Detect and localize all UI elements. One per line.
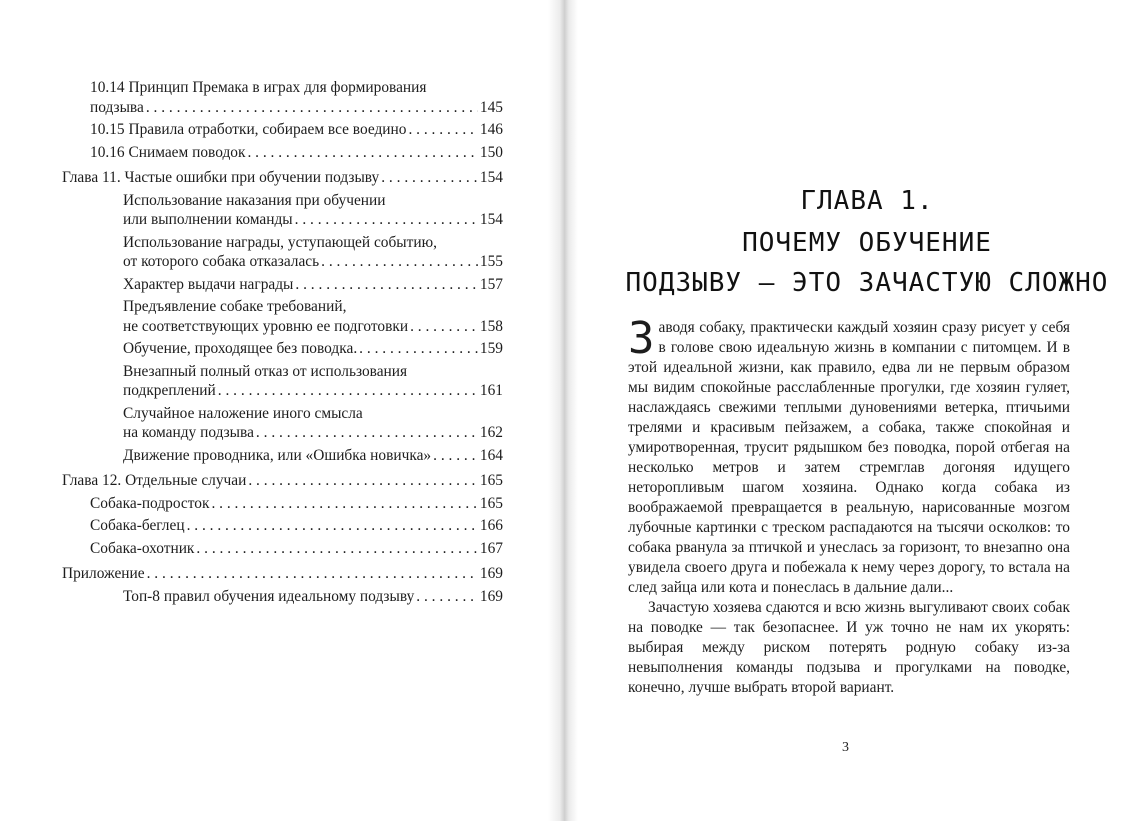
toc-entry-line xyxy=(90,516,503,536)
toc-entry-title: 10.15 Правила отработки, собираем все воедино xyxy=(90,121,407,138)
toc-page-number: 161 xyxy=(479,382,503,399)
toc-leader-dots xyxy=(295,210,478,230)
toc-page-number: 162 xyxy=(479,424,503,441)
toc-entry xyxy=(62,494,503,514)
book-gutter xyxy=(548,0,578,821)
toc-entry-title: Топ-8 правил обучения идеальному подзыву xyxy=(123,587,415,605)
toc-entry-title-line: Использование награды, уступающей событию, xyxy=(123,233,437,251)
toc-entry xyxy=(62,587,503,607)
toc-page-number: 164 xyxy=(479,446,503,464)
toc-entry-line xyxy=(123,587,503,607)
toc-entry-line xyxy=(123,210,503,230)
toc-page-number: 169 xyxy=(479,565,503,582)
paragraph-2: Зачастую хозяева сдаются и всю жизнь выгуливают своих собак на поводке — так безопаснее. И уж точно не нам их укорять: выбирая между риском потерять родную собаку из-за невыполнения команды подзыва и прогулками на поводке, конечно, лучше выбрать второй вариант. xyxy=(628,599,1070,696)
toc-entry-title: от которого собака отказалась xyxy=(123,253,320,270)
toc-leader-dots xyxy=(295,275,478,295)
toc-leader-dots xyxy=(408,120,477,140)
toc-entry-title: 10.16 Снимаем поводок xyxy=(90,143,246,161)
toc-entry xyxy=(62,191,503,230)
chapter-number: ГЛАВА 1. xyxy=(800,186,934,216)
toc-entry-line xyxy=(62,168,503,188)
toc-entry xyxy=(62,143,503,163)
toc-page-number: 166 xyxy=(479,517,503,534)
toc-entry-title-line: Использование наказания при обучении xyxy=(123,191,386,209)
toc-leader-dots xyxy=(321,252,478,272)
toc-leader-dots xyxy=(433,446,478,466)
toc-entry-title: на команду подзыва xyxy=(123,424,254,441)
toc-entry-line xyxy=(123,317,503,337)
toc-page-number: 165 xyxy=(479,494,503,512)
toc-entry xyxy=(62,339,503,359)
toc-entry-title: подзыва xyxy=(90,98,144,116)
toc-page-number: 167 xyxy=(479,539,503,557)
paragraph-1-text: аводя собаку, практически каждый хозяин сразу рисует у себя в голове свою идеальную жизнь в компании с питомцем. И в этой идеальной жизни, как правило, едва ли не первым образом мы видим спокойные расслабленные прогулки, где хозяин гуляет, наслаждаясь свежими теплыми дуновениями ветерка, птичьими трелями и красивым пейзажем, а собака, также спокойная и умиротворенная, трусит рядышком без поводка, порой отбегая на несколько метров и затем стремглав догоняя идущего неторопливым шагом хозяина. Однако когда собака из воображаемой превращается в реальную, нарисованные мозгом лубочные картинки с треском распадаются на тысячи осколков: то собака рванула за птичкой и унеслась за горизонт, то внезапно она увидела своего друга и побежала к нему через дорогу, то встала на след зайца или кота и понеслась в дальние дали... xyxy=(628,319,1070,596)
toc-entry-title-line: Случайное наложение иного смысла xyxy=(123,404,363,422)
chapter-title-line-2: ПОДЗЫВУ — ЭТО ЗАЧАСТУЮ СЛОЖНО xyxy=(625,268,1109,298)
toc-page-number: 158 xyxy=(479,317,503,335)
toc-page-number: 154 xyxy=(479,169,503,186)
toc-page-number: 145 xyxy=(479,98,503,116)
toc-entry-title: Собака-подросток xyxy=(90,494,210,512)
toc-leader-dots xyxy=(147,564,478,584)
toc-entry-title: или выполнении команды xyxy=(123,211,293,228)
toc-leader-dots xyxy=(359,339,478,359)
toc-entry xyxy=(62,120,503,140)
toc-leader-dots xyxy=(196,539,477,559)
toc-entry xyxy=(62,516,503,536)
toc-entry-title: Движение проводника, или «Ошибка новичка» xyxy=(123,446,432,464)
toc-leader-dots xyxy=(256,423,478,443)
toc-entry-line xyxy=(123,339,503,359)
toc-page-number: 157 xyxy=(479,275,503,293)
toc-entry-line xyxy=(123,423,503,443)
toc-entry xyxy=(62,539,503,559)
toc-entry-title: Характер выдачи награды xyxy=(123,275,294,293)
toc-page-number: 155 xyxy=(479,253,503,270)
toc-entry-line xyxy=(90,143,503,163)
toc-entry-line xyxy=(90,494,503,514)
toc-entry xyxy=(62,362,503,401)
toc-leader-dots xyxy=(218,381,478,401)
toc-entry-line xyxy=(123,381,503,401)
toc-leader-dots xyxy=(187,516,478,536)
toc-entry-title: подкреплений xyxy=(123,382,216,399)
toc-entry-line xyxy=(62,564,503,584)
toc-entry xyxy=(62,78,503,117)
toc-entry-title-line: 10.14 Принцип Премака в играх для формирования xyxy=(90,79,427,96)
page-number: 3 xyxy=(842,740,849,755)
drop-cap: З xyxy=(628,313,655,364)
toc-entry-title: не соответствующих уровню ее подготовки xyxy=(123,317,409,335)
toc-entry xyxy=(62,275,503,295)
toc-entry-line xyxy=(123,446,503,466)
toc-entry-line xyxy=(123,252,503,272)
toc-entry-line xyxy=(90,120,503,140)
toc-leader-dots xyxy=(247,143,477,163)
toc-page-number: 165 xyxy=(479,472,503,489)
table-of-contents xyxy=(62,78,503,606)
toc-leader-dots xyxy=(211,494,477,514)
toc-entry-title: Глава 12. Отдельные случаи xyxy=(62,472,247,489)
toc-page-number: 159 xyxy=(479,340,503,357)
toc-entry-line xyxy=(62,471,503,491)
toc-page-number: 169 xyxy=(479,587,503,605)
toc-page-number: 150 xyxy=(479,143,503,161)
toc-entry-title: Обучение, проходящее без поводка. xyxy=(123,340,358,357)
toc-page-number: 154 xyxy=(479,211,503,228)
toc-entry-title: Глава 11. Частые ошибки при обучении подзыву xyxy=(62,169,380,186)
toc-leader-dots xyxy=(146,98,478,118)
toc-entry xyxy=(62,446,503,466)
toc-entry xyxy=(62,297,503,336)
toc-leader-dots xyxy=(248,471,478,491)
chapter-title-line-1: ПОЧЕМУ ОБУЧЕНИЕ xyxy=(742,228,992,258)
toc-page-number: 146 xyxy=(479,121,503,138)
toc-leader-dots xyxy=(381,168,478,188)
toc-entry-title-line: Внезапный полный отказ от использования xyxy=(123,362,408,380)
toc-entry xyxy=(62,168,503,188)
toc-entry xyxy=(62,233,503,272)
toc-entry xyxy=(62,404,503,443)
paragraph-1 xyxy=(628,313,1070,598)
toc-entry-title: Собака-беглец xyxy=(90,517,185,534)
toc-entry-line xyxy=(90,539,503,559)
toc-entry xyxy=(62,471,503,491)
toc-entry-line xyxy=(123,275,503,295)
toc-entry-title: Приложение xyxy=(62,565,145,582)
chapter-body xyxy=(628,313,1070,698)
toc-entry-title-line: Предъявление собаке требований, xyxy=(123,298,347,315)
toc-entry-title: Собака-охотник xyxy=(90,539,195,557)
toc-entry xyxy=(62,564,503,584)
toc-entry-line xyxy=(90,98,503,118)
toc-leader-dots xyxy=(416,587,478,607)
toc-leader-dots xyxy=(410,317,478,337)
